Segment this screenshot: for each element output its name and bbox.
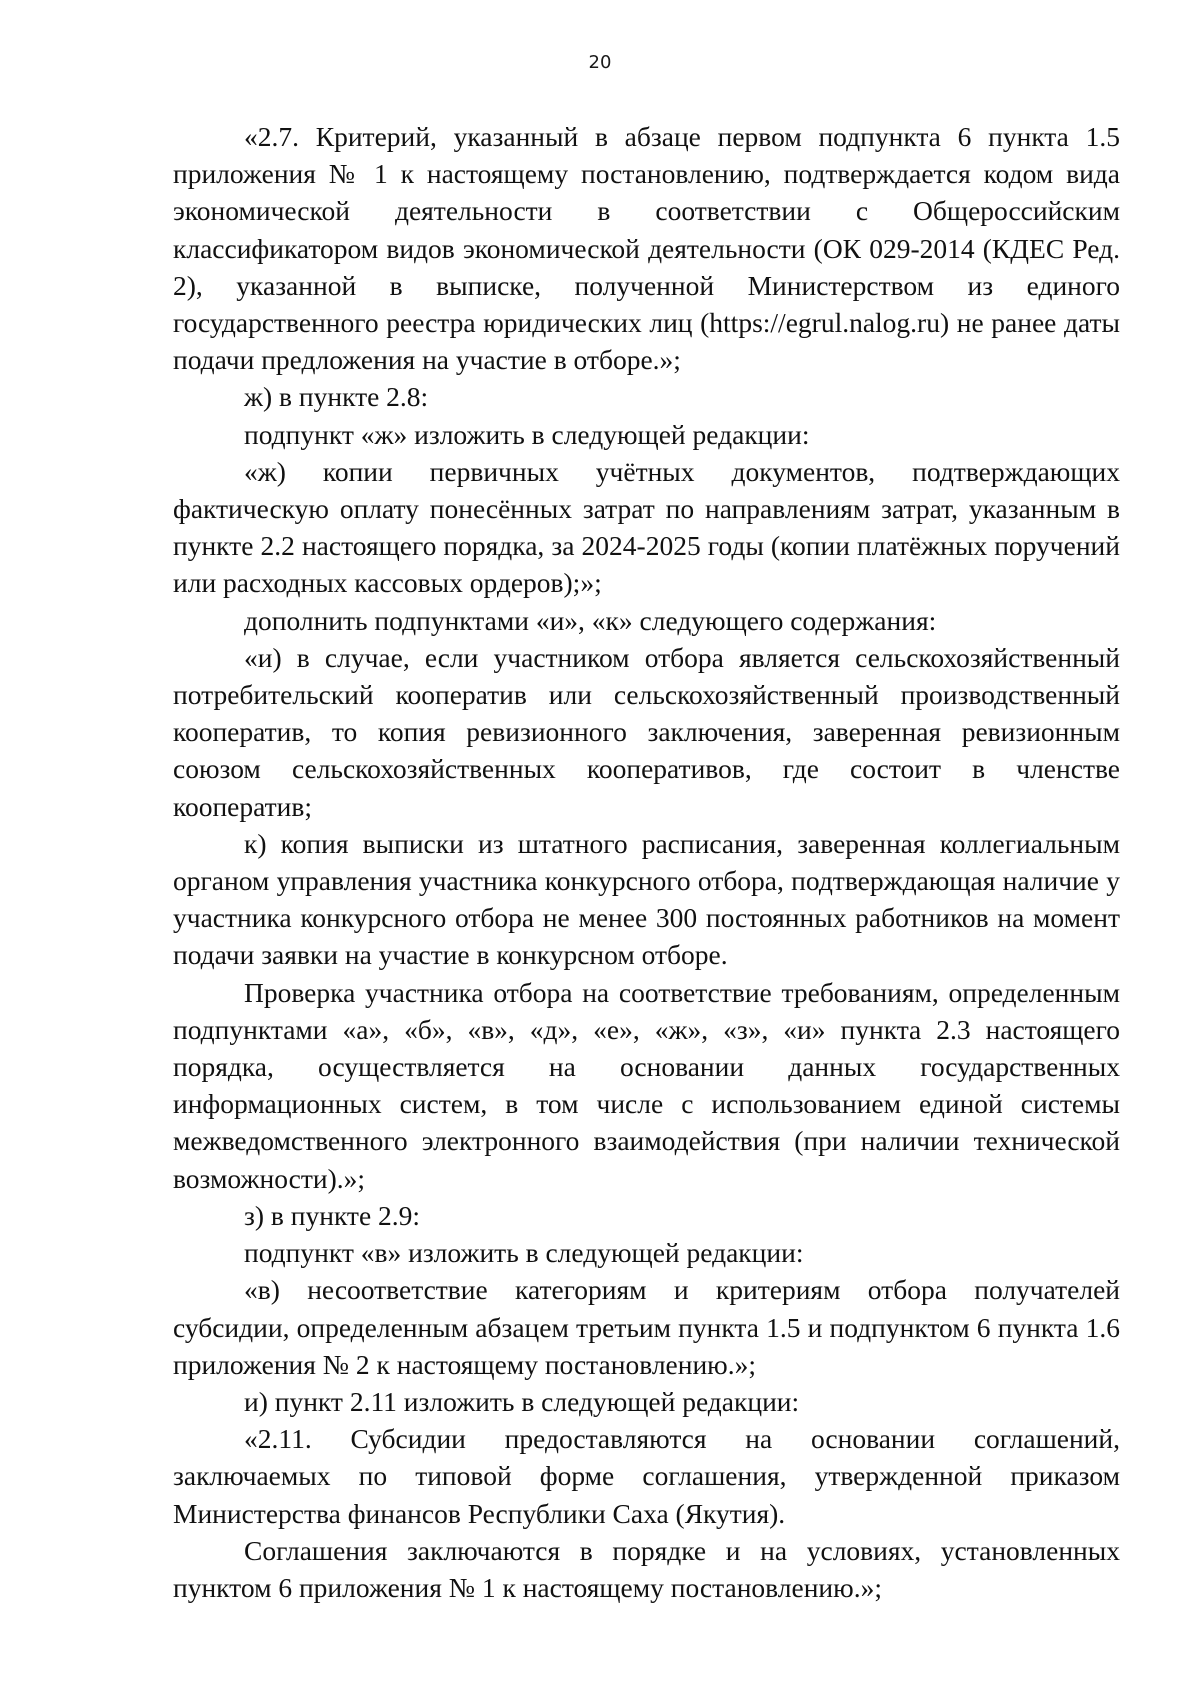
paragraph-verification: Проверка участника отбора на соответствие требованиям, определенным подпунктами «а», «б», «в», «д», «е», «ж», «з», «и» пункта 2.3 настоящего порядка, осуществляется на основании данных государственных информационных систем, в том числе с использованием единой системы межведомственного электронного взаимодействия (при наличии технической возможности).»; <box>173 976 1120 1194</box>
paragraph-2-11-subsidies: «2.11. Субсидии предоставляются на основании соглашений, заключаемых по типовой форме соглашения, утвержденной приказом Министерства финансов Республики Саха (Якутия). <box>173 1423 1120 1529</box>
paragraph-2-7-criterion: «2.7. Критерий, указанный в абзаце первом подпункта 6 пункта 1.5 приложения № 1 к настоящему постановлению, подтверждается кодом вида экономической деятельности в соответствии с Общероссийским классификатором видов экономической деятельности (ОК 029-2014 (КДЕС Ред. 2), указанной в выписке, полученной Министерством из единого государственного реестра юридических лиц (https://egrul.nalog.ru) не ранее даты подачи предложения на участие в отборе.»; <box>173 121 1120 376</box>
paragraph-subitem-zh-edit: подпункт «ж» изложить в следующей редакции: <box>244 418 810 450</box>
paragraph-item-z-2-9: з) в пункте 2.9: <box>244 1199 421 1231</box>
document-body <box>173 118 1120 1606</box>
paragraph-item-zh-2-8: ж) в пункте 2.8: <box>244 381 429 413</box>
paragraph-item-i-2-11: и) пункт 2.11 изложить в следующей редакции: <box>244 1385 800 1417</box>
paragraph-agreements: Соглашения заключаются в порядке и на условиях, установленных пунктом 6 приложения № 1 к настоящему постановлению.»; <box>173 1534 1120 1603</box>
paragraph-subitem-v-edit: подпункт «в» изложить в следующей редакции: <box>244 1237 804 1269</box>
paragraph-subitem-zh-text: «ж) копии первичных учётных документов, подтверждающих фактическую оплату понесённых затрат по направлениям затрат, указанным в пункте 2.2 настоящего порядка, за 2024-2025 годы (копии платёжных поручений или расходных кассовых ордеров);»; <box>173 455 1120 599</box>
paragraph-subitem-v-text: «в) несоответствие категориям и критериям отбора получателей субсидии, определенным абзацем третьим пункта 1.5 и подпунктом 6 пункта 1.6 приложения № 2 к настоящему постановлению.»; <box>173 1274 1120 1380</box>
paragraph-subitem-i-text: «и) в случае, если участником отбора является сельскохозяйственный потребительский кооператив или сельскохозяйственный производственный кооператив, то копия ревизионного заключения, заверенная ревизионным союзом сельскохозяйственных кооперативов, где состоит в членстве кооператив; <box>173 641 1120 822</box>
paragraph-subitem-k-text: к) копия выписки из штатного расписания, заверенная коллегиальным органом управления участника конкурсного отбора, подтверждающая наличие у участника конкурсного отбора не менее 300 постоянных работников на момент подачи заявки на участие в конкурсном отборе. <box>173 827 1120 971</box>
paragraph-add-subitems: дополнить подпунктами «и», «к» следующего содержания: <box>244 604 937 636</box>
page-number: 20 <box>588 52 612 73</box>
